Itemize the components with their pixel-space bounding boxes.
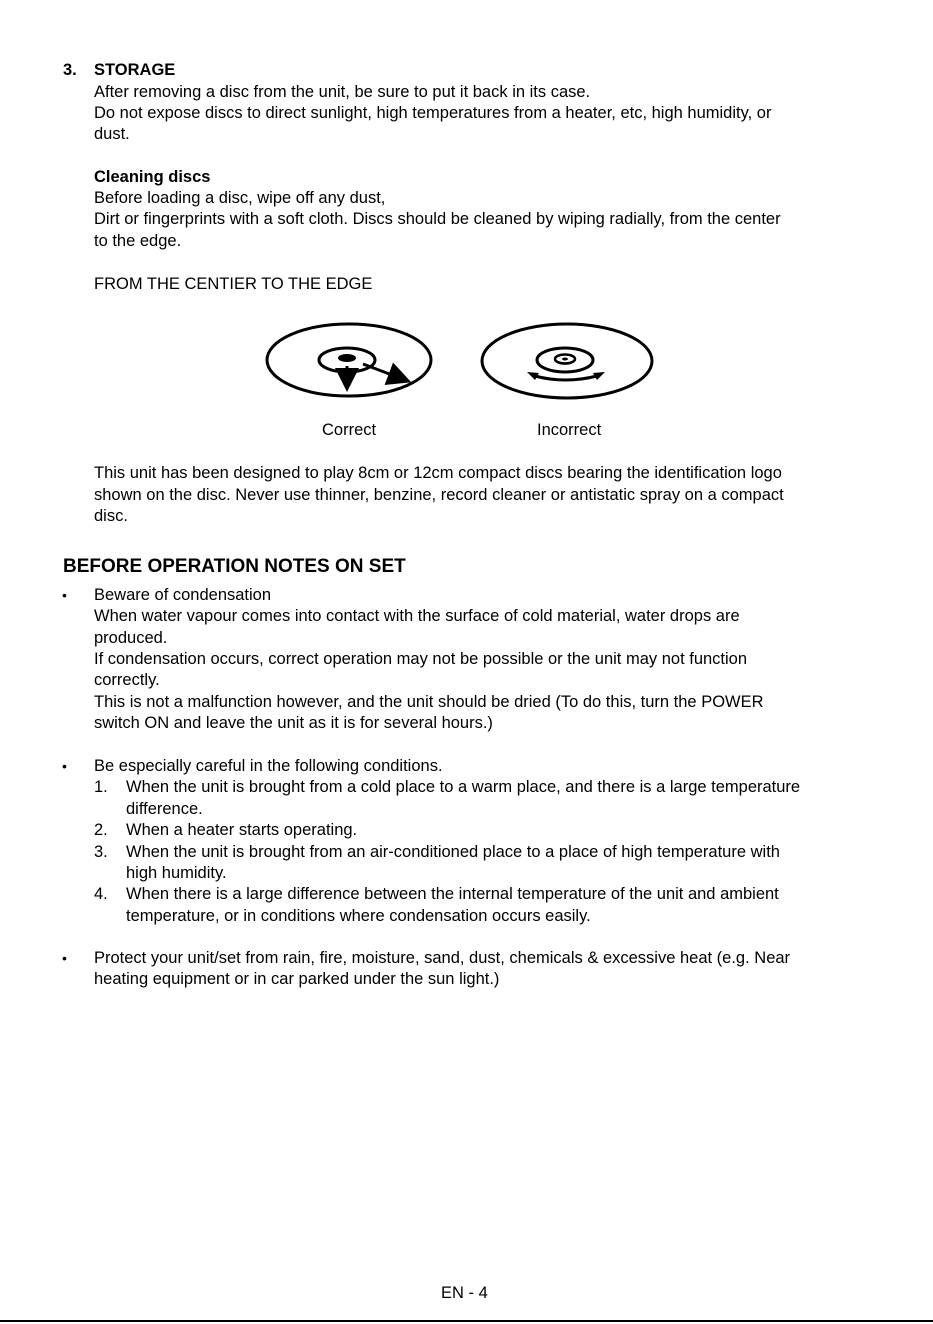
bullet-marker: • [62, 587, 67, 603]
figure-caption: FROM THE CENTIER TO THE EDGE [94, 275, 373, 293]
correct-disc-icon [267, 324, 431, 396]
footer-divider [0, 1320, 933, 1322]
cleaning-line: to the edge. [94, 232, 182, 250]
storage-line: After removing a disc from the unit, be sure to put it back in its case. [94, 83, 591, 101]
bullet3-line: Protect your unit/set from rain, fire, moisture, sand, dust, chemicals & excessive heat (e.g. Near [94, 949, 791, 967]
list-item-line: When a heater starts operating. [126, 821, 358, 839]
cleaning-line: Before loading a disc, wipe off any dust, [94, 189, 386, 207]
incorrect-label: Incorrect [537, 421, 602, 439]
bullet1-line: correctly. [94, 671, 160, 689]
correct-label: Correct [322, 421, 377, 439]
list-item-line: When there is a large difference between the internal temperature of the unit and ambient [126, 885, 779, 903]
storage-line: Do not expose discs to direct sunlight, high temperatures from a heater, etc, high humidity, or [94, 104, 772, 122]
cleaning-title: Cleaning discs [94, 168, 211, 186]
bullet3-line: heating equipment or in car parked under the sun light.) [94, 970, 500, 988]
section-number: 3. [63, 61, 77, 79]
before-operation-title: BEFORE OPERATION NOTES ON SET [63, 556, 406, 577]
list-item-line: high humidity. [126, 864, 227, 882]
bullet1-line: If condensation occurs, correct operation may not be possible or the unit may not function [94, 650, 748, 668]
list-item-line: temperature, or in conditions where condensation occurs easily. [126, 907, 591, 925]
bullet-marker: • [62, 758, 67, 774]
bullet1-line: switch ON and leave the unit as it is for several hours.) [94, 714, 493, 732]
cleaning-line: Dirt or fingerprints with a soft cloth. Discs should be cleaned by wiping radially, from the center [94, 210, 781, 228]
list-item-line: When the unit is brought from a cold place to a warm place, and there is a large temperature [126, 778, 801, 796]
list-item-line: When the unit is brought from an air-conditioned place to a place of high temperature with [126, 843, 780, 861]
bullet1-line: When water vapour comes into contact with the surface of cold material, water drops are [94, 607, 740, 625]
bullet1-line: Beware of condensation [94, 586, 272, 604]
section-title: STORAGE [94, 61, 176, 79]
list-item-line: difference. [126, 800, 203, 818]
storage-line: dust. [94, 125, 130, 143]
disc-line: shown on the disc. Never use thinner, benzine, record cleaner or antistatic spray on a compact [94, 486, 784, 504]
page-number: EN - 4 [441, 1284, 488, 1302]
disc-cleaning-figure [255, 318, 675, 413]
incorrect-disc-icon [482, 324, 652, 398]
bullet-marker: • [62, 950, 67, 966]
bullet1-line: produced. [94, 629, 168, 647]
list-number: 3. [94, 843, 108, 861]
bullet1-line: This is not a malfunction however, and the unit should be dried (To do this, turn the POWER [94, 693, 764, 711]
disc-line: disc. [94, 507, 128, 525]
bullet2-intro: Be especially careful in the following conditions. [94, 757, 443, 775]
list-number: 1. [94, 778, 108, 796]
list-number: 4. [94, 885, 108, 903]
list-number: 2. [94, 821, 108, 839]
disc-line: This unit has been designed to play 8cm or 12cm compact discs bearing the identification logo [94, 464, 782, 482]
